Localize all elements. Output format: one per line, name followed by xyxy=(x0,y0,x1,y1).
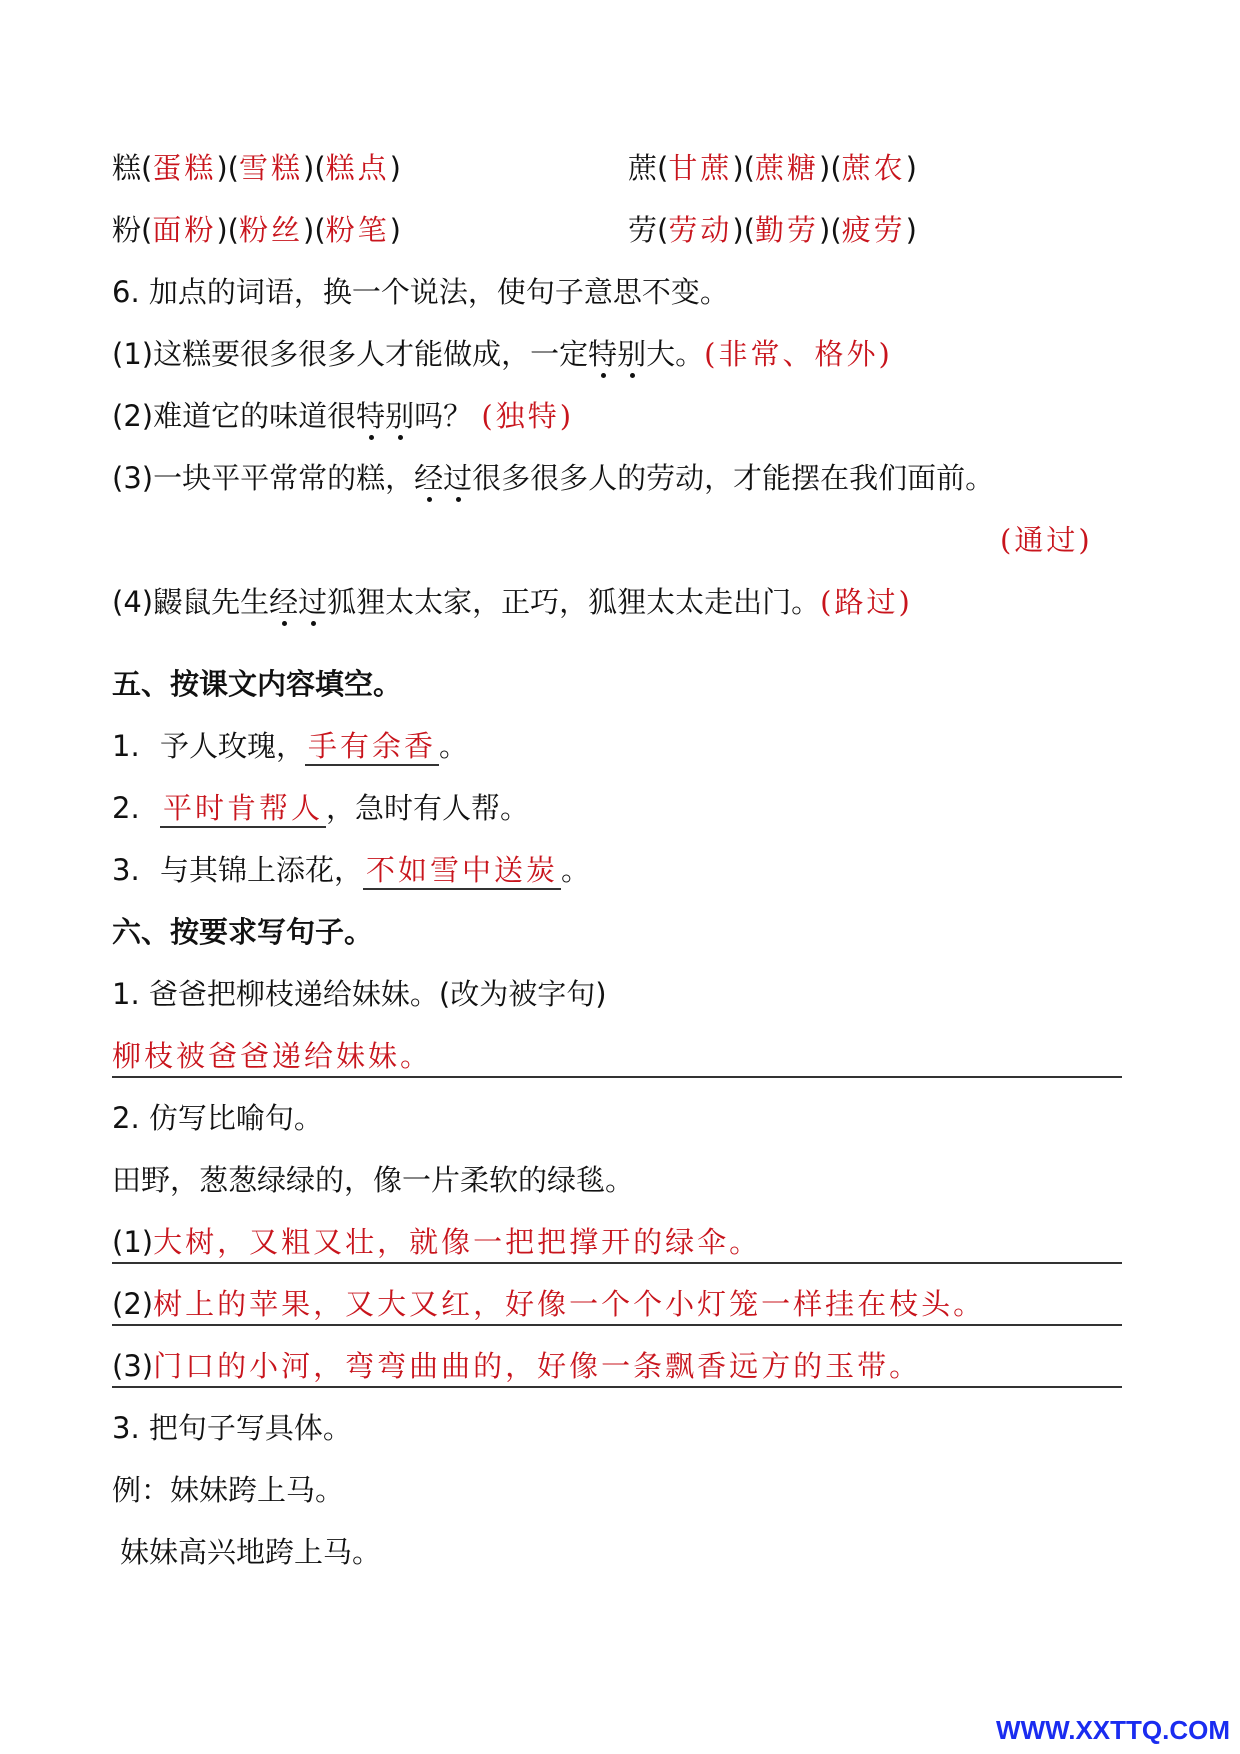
item-num: (1) xyxy=(112,1225,154,1259)
section6-q3-prompt: 3. 把句子写具体。 xyxy=(112,1411,352,1445)
item-before: 难道它的味道很 xyxy=(153,399,357,433)
item-num: (4) xyxy=(112,585,154,619)
dotted-char: 别 xyxy=(617,334,646,374)
q6-item-4 xyxy=(112,582,913,622)
answer-text: 大树，又粗又壮，就像一把把撑开的绿伞。 xyxy=(153,1225,762,1259)
answer-text: (独特) xyxy=(481,399,575,433)
item-num: 3. xyxy=(112,853,140,887)
word-char: 糕 xyxy=(112,151,142,185)
fill-blank-answer: 不如雪中送炭 xyxy=(363,852,561,890)
q6-item-1 xyxy=(112,334,893,374)
word-char: 蔗 xyxy=(628,151,658,185)
word-row-1: 糕(蛋糕)(雪糕)(糕点) xyxy=(112,151,401,185)
item-before: 与其锦上添花， xyxy=(160,853,364,887)
section5-item-1 xyxy=(112,726,468,766)
answer-word: 蛋糕 xyxy=(152,151,217,185)
fill-blank-answer: 平时肯帮人 xyxy=(160,790,326,828)
item-after: 很多很多人的劳动，才能摆在我们面前。 xyxy=(472,461,995,495)
dotted-char: 特 xyxy=(588,334,617,374)
item-num: (2) xyxy=(112,399,154,433)
dotted-char: 别 xyxy=(385,396,414,436)
section6-q2-example: 田野，葱葱绿绿的，像一片柔软的绿毯。 xyxy=(112,1163,635,1197)
item-after: 狐狸太太家，正巧，狐狸太太走出门。 xyxy=(327,585,821,619)
word-row-2: 粉(面粉)(粉丝)(粉笔) xyxy=(112,213,401,247)
item-after: 。 xyxy=(561,853,591,887)
item-before: 鼹鼠先生 xyxy=(153,585,270,619)
item-after: 吗？ xyxy=(414,399,473,433)
section6-q3-answer: 妹妹高兴地跨上马。 xyxy=(120,1535,382,1569)
section6-q1-answer-line xyxy=(112,1036,1122,1078)
item-after: ，急时有人帮。 xyxy=(326,791,530,825)
q6-item-3 xyxy=(112,458,994,498)
answer-word: 疲劳 xyxy=(841,213,906,247)
item-num: 1. xyxy=(112,729,140,763)
item-num: 2. xyxy=(112,791,140,825)
q6-item-3-answer xyxy=(1000,520,1093,560)
answer-text: (非常、格外) xyxy=(704,337,893,371)
section5-item-2 xyxy=(112,788,529,828)
item-before: 予人玫瑰， xyxy=(160,729,306,763)
answer-word: 面粉 xyxy=(152,213,217,247)
answer-text: (路过) xyxy=(820,585,913,619)
dotted-char: 过 xyxy=(443,458,472,498)
section6-q2-answer-2 xyxy=(112,1284,1122,1326)
item-before: 这糕要很多很多人才能做成，一定 xyxy=(153,337,589,371)
dotted-char: 特 xyxy=(356,396,385,436)
dotted-char: 过 xyxy=(298,582,327,622)
word-char: 劳 xyxy=(628,213,658,247)
answer-word: 蔗糖 xyxy=(755,151,820,185)
item-num: (3) xyxy=(112,1349,154,1383)
item-after: 。 xyxy=(439,729,469,763)
item-before: 一块平平常常的糕， xyxy=(153,461,415,495)
dotted-char: 经 xyxy=(269,582,298,622)
answer-word: 蔗农 xyxy=(841,151,906,185)
q6-title: 6. 加点的词语，换一个说法，使句子意思不变。 xyxy=(112,275,729,309)
item-num: (2) xyxy=(112,1287,154,1321)
section5-item-3 xyxy=(112,850,590,890)
fill-blank-answer: 手有余香 xyxy=(305,728,439,766)
answer-text: 门口的小河，弯弯曲曲的，好像一条飘香远方的玉带。 xyxy=(153,1349,922,1383)
section5-title: 五、按课文内容填空。 xyxy=(112,667,403,701)
section6-q2-prompt: 2. 仿写比喻句。 xyxy=(112,1101,323,1135)
item-num: (3) xyxy=(112,461,154,495)
section6-title: 六、按要求写句子。 xyxy=(112,915,374,949)
answer-word: 糕点 xyxy=(325,151,390,185)
section6-q2-answer-3 xyxy=(112,1346,1122,1388)
section6-q2-answer-1 xyxy=(112,1222,1122,1264)
answer-word: 甘蔗 xyxy=(668,151,733,185)
answer-text: 树上的苹果，又大又红，好像一个个小灯笼一样挂在枝头。 xyxy=(153,1287,986,1321)
q6-item-2 xyxy=(112,396,574,436)
answer-word: 雪糕 xyxy=(239,151,304,185)
word-char: 粉 xyxy=(112,213,142,247)
answer-word: 勤劳 xyxy=(755,213,820,247)
answer-word: 劳动 xyxy=(668,213,733,247)
word-row-1b: 蔗(甘蔗)(蔗糖)(蔗农) xyxy=(628,151,917,185)
word-row-2b: 劳(劳动)(勤劳)(疲劳) xyxy=(628,213,917,247)
section6-q3-example: 例：妹妹跨上马。 xyxy=(112,1473,345,1507)
dotted-char: 经 xyxy=(414,458,443,498)
watermark: WWW.XXTTQ.COM xyxy=(996,1715,1230,1745)
item-num: (1) xyxy=(112,337,154,371)
answer-text: 柳枝被爸爸递给妹妹。 xyxy=(112,1039,433,1073)
answer-text: (通过) xyxy=(1000,523,1093,557)
item-after: 大。 xyxy=(646,337,705,371)
section6-q1-prompt: 1. 爸爸把柳枝递给妹妹。(改为被字句) xyxy=(112,977,607,1011)
answer-word: 粉笔 xyxy=(325,213,390,247)
answer-word: 粉丝 xyxy=(239,213,304,247)
